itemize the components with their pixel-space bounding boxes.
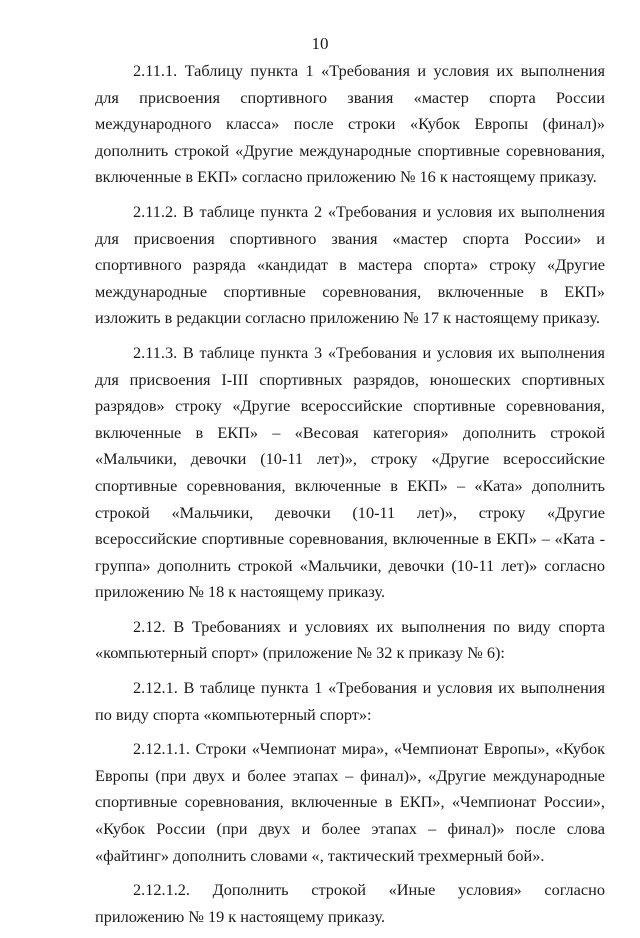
paragraph-2-12-1-1: 2.12.1.1. Строки «Чемпионат мира», «Чемпионат Европы», «Кубок Европы (при двух и более этапах – финал)», «Другие международные спортивные соревнования, включенные в ЕКП», «Чемпионат России», «Кубок России (при двух и более этапах – финал)» после слова «файтинг» дополнить словами «, тактический трехмерный бой». xyxy=(95,739,605,865)
paragraph-2-11-3: 2.11.3. В таблице пункта 3 «Требования и условия их выполнения для присвоения I-III спортивных разрядов, юношеских спортивных разрядов» строку «Другие всероссийские спортивные соревнования, включенные в ЕКП» – «Весовая категория» дополнить строкой «Мальчики, девочки (10-11 лет)», строку «Другие всероссийские спортивные соревнования, включенные в ЕКП» – «Ката» дополнить строкой «Мальчики, девочки (10-11 лет)», строку «Другие всероссийские спортивные соревнования, включенные в ЕКП» – «Ката - группа» дополнить строкой «Мальчики, девочки (10-11 лет)» согласно приложению № 18 к настоящему приказу. xyxy=(95,342,605,602)
document-body xyxy=(95,58,605,938)
paragraph-2-12-1-2: 2.12.1.2. Дополнить строкой «Иные условия» согласно приложению № 19 к настоящему приказу. xyxy=(95,880,605,926)
paragraph-2-11-2: 2.11.2. В таблице пункта 2 «Требования и условия их выполнения для присвоения спортивного звания «мастер спорта России» и спортивного разряда «кандидат в мастера спорта» строку «Другие международные спортивные соревнования, включенные в ЕКП» изложить в редакции согласно приложению № 17 к настоящему приказу. xyxy=(95,201,605,328)
page-number: 10 xyxy=(311,34,329,53)
paragraph-2-12-1: 2.12.1. В таблице пункта 1 «Требования и условия их выполнения по виду спорта «компьютерный спорт»: xyxy=(95,678,605,724)
paragraph-2-12: 2.12. В Требованиях и условиях их выполнения по виду спорта «компьютерный спорт» (приложение № 32 к приказу № 6): xyxy=(95,616,605,663)
paragraph-2-11-1: 2.11.1. Таблицу пункта 1 «Требования и условия их выполнения для присвоения спортивного звания «мастер спорта России международного класса» после строки «Кубок Европы (финал)» дополнить строкой «Другие международные спортивные соревнования, включенные в ЕКП» согласно приложению № 16 к настоящему приказу. xyxy=(95,61,605,187)
